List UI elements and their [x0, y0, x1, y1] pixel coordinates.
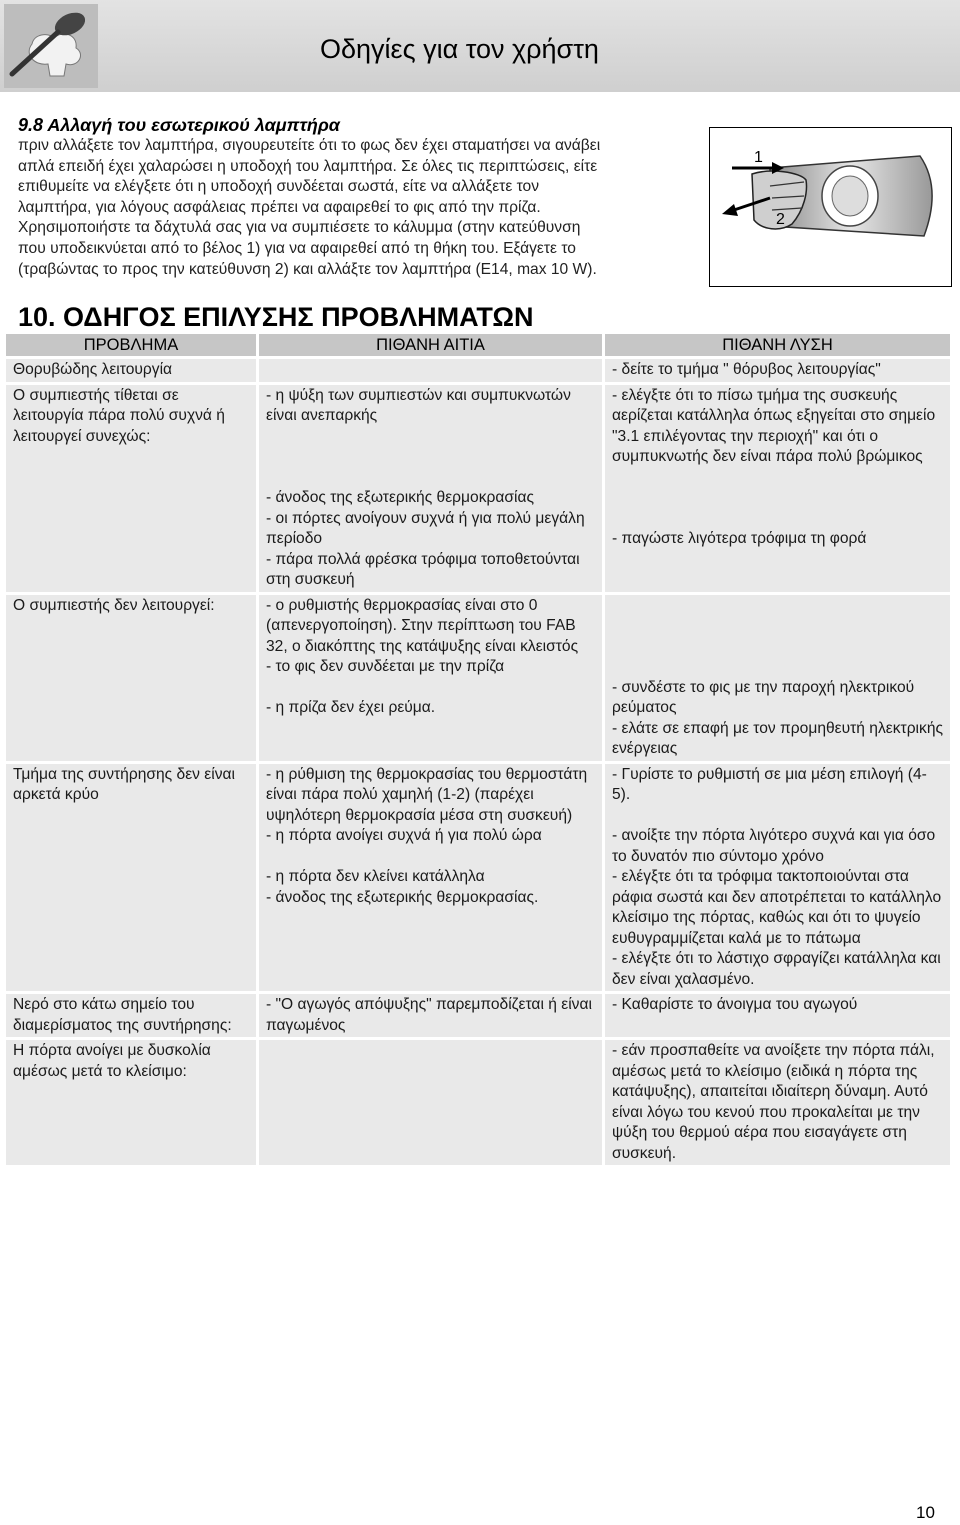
- cause-cell: [259, 595, 602, 761]
- problem-cell: Η πόρτα ανοίγει με δυσκολία αμέσως μετά το κλείσιμο:: [6, 1040, 256, 1165]
- cause-cell: - "Ο αγωγός απόψυξης" παρεμποδίζεται ή είναι παγωμένος: [259, 994, 602, 1037]
- solution-text: - ελέγξτε ότι το πίσω τμήμα της συσκευής αερίζεται κατάλληλα όπως εξηγείται στο σημείο "3.1 επιλέγοντας την περιοχή" και ότι ο συμπυκνωτής δεν είναι πάρα πολύ βρώμικος: [612, 386, 936, 465]
- cause-cell: [259, 1040, 602, 1165]
- solution-text: - ανοίξτε την πόρτα λιγότερο συχνά και για όσο το δυνατόν πιο σύντομο χρόνο: [612, 827, 936, 865]
- problem-cell: Νερό στο κάτω σημείο του διαμερίσματος της συντήρησης:: [6, 994, 256, 1037]
- cause-text: - η ψύξη των συμπιεστών και συμπυκνωτών είναι ανεπαρκής: [266, 386, 571, 424]
- table-row: [6, 764, 950, 992]
- body-line: λαμπτήρα, για λόγους ασφάλειας πρέπει να αφαιρεθεί το φις από την πρίζα.: [18, 198, 541, 216]
- solution-text: - ελέγξτε ότι το λάστιχο σφραγίζει κατάλληλα και δεν είναι χαλασμένο.: [612, 950, 941, 988]
- section-heading-9-8: [18, 115, 340, 136]
- table-row: [6, 1040, 950, 1165]
- body-line: πριν αλλάξετε τον λαμπτήρα, σιγουρευτείτε ότι το φως δεν έχει σταματήσει να ανάβει: [18, 137, 601, 154]
- table-header-row: [6, 334, 950, 356]
- solution-cell: [605, 595, 950, 761]
- chef-spoon-logo: [4, 4, 98, 88]
- solution-cell: [605, 764, 950, 992]
- solution-cell: [605, 385, 950, 592]
- cause-text: - το φις δεν συνδέεται με την πρίζα: [266, 658, 505, 675]
- page-number: 10: [916, 1503, 935, 1522]
- cause-text: - ο ρυθμιστής θερμοκρασίας είναι στο 0 (απενεργοποίηση). Στην περίπτωση του FAB 32, ο διακόπτης της κατάψυξης είναι κλειστός: [266, 596, 579, 655]
- cause-cell: [259, 385, 602, 592]
- cause-text: - πάρα πολλά φρέσκα τρόφιμα τοποθετούνται στη συσκευή: [266, 550, 580, 588]
- cause-text: - η πρίζα δεν έχει ρεύμα.: [266, 699, 436, 716]
- troubleshooting-table: [3, 331, 953, 1168]
- problem-cell: Ο συμπιεστής τίθεται σε λειτουργία πάρα πολύ συχνά ή λειτουργεί συνεχώς:: [6, 385, 256, 592]
- cause-text: - η πόρτα ανοίγει συχνά ή για πολύ ώρα: [266, 827, 542, 844]
- solution-cell: - εάν προσπαθείτε να ανοίξετε την πόρτα πάλι, αμέσως μετά το κλείσιμο (ειδικά η πόρτα της κατάψυξης), απαιτείται ιδιαίτερη δύναμη. Αυτό είναι λόγω του κενού που προκαλείται με την ψύξη του θερμού αέρα που εισαγάγετε στη συσκευή.: [605, 1040, 950, 1165]
- lamp-cover-illustration: [709, 127, 952, 287]
- body-line: (τραβώντας το προς την κατεύθυνση 2) και αλλάξτε τον λαμπτήρα (E14, max 10 W).: [18, 260, 597, 278]
- problem-cell: Ο συμπιεστής δεν λειτουργεί:: [6, 595, 256, 761]
- body-line: απλά επειδή έχει χαλαρώσει η υποδοχή του λαμπτήρα. Σε όλες τις περιπτώσεις, είτε: [18, 157, 598, 175]
- column-header-cause: ΠΙΘΑΝΗ ΑΙΤΙΑ: [259, 334, 602, 356]
- solution-text: - παγώστε λιγότερα τρόφιμα τη φορά: [612, 530, 867, 547]
- column-header-solution: ΠΙΘΑΝΗ ΛΥΣΗ: [605, 334, 950, 356]
- body-line: Χρησιμοποιήστε τα δάχτυλά σας για να συμπιέσετε το κάλυμμα (στην κατεύθυνση: [18, 219, 581, 237]
- cause-text: - οι πόρτες ανοίγουν συχνά ή για πολύ μεγάλη περίοδο: [266, 509, 585, 547]
- body-line: που υποδεικνύεται από το βέλος 1) για να αφαιρεθεί από τη θήκη του. Εξάγετε το: [18, 239, 576, 257]
- figure-label-2: 2: [776, 211, 785, 228]
- table-row: [6, 595, 950, 761]
- figure-label-1: 1: [754, 149, 763, 166]
- table-row: [6, 994, 950, 1037]
- page-title: Οδηγίες για τον χρήστη: [320, 34, 599, 64]
- section-9-8-body: [18, 136, 688, 280]
- cause-text: - η πόρτα δεν κλείνει κατάλληλα: [266, 868, 485, 885]
- table-row: [6, 385, 950, 592]
- solution-text: - ελέγξτε ότι τα τρόφιμα τακτοποιούνται στα ράφια σωστά και δεν αποτρέπεται το κατάλληλο κλείσιμο της πόρτας, καθώς και ότι το ψυγείο ευθυγραμμίζεται καλά με το πάτωμα: [612, 868, 942, 947]
- cause-text: - άνοδος της εξωτερικής θερμοκρασίας.: [266, 888, 539, 906]
- solution-cell: - δείτε το τμήμα " θόρυβος λειτουργίας": [605, 359, 950, 382]
- column-header-problem: ΠΡΟΒΛΗΜΑ: [6, 334, 256, 356]
- cause-cell: [259, 359, 602, 382]
- problem-cell: Θορυβώδης λειτουργία: [6, 359, 256, 382]
- body-line: επιθυμείτε να ελέγξετε ότι η υποδοχή συνδέεται σωστά, είτε να αλλάξετε τον: [18, 178, 540, 196]
- solution-text: - συνδέστε το φις με την παροχή ηλεκτρικού ρεύματος: [612, 678, 915, 716]
- section-number: 9.8: [18, 115, 44, 135]
- section-title-text: Αλλαγή του εσωτερικού λαμπτήρα: [47, 115, 340, 135]
- solution-text: - ελάτε σε επαφή με τον προμηθευτή ηλεκτρικής ενέργειας: [612, 719, 944, 757]
- cause-cell: [259, 764, 602, 992]
- cause-text: - άνοδος της εξωτερικής θερμοκρασίας: [266, 489, 534, 506]
- cause-text: - η ρύθμιση της θερμοκρασίας του θερμοστάτη είναι πάρα πολύ χαμηλή (1-2) (παρέχει υψηλότερη θερμοκρασία μέσα στη συσκευή): [266, 765, 588, 824]
- problem-cell: Τμήμα της συντήρησης δεν είναι αρκετά κρύο: [6, 764, 256, 992]
- troubleshooting-heading: 10. ΟΔΗΓΟΣ ΕΠΙΛΥΣΗΣ ΠΡΟΒΛΗΜΑΤΩΝ: [18, 302, 534, 332]
- solution-cell: - Καθαρίστε το άνοιγμα του αγωγού: [605, 994, 950, 1037]
- solution-text: - Γυρίστε το ρυθμιστή σε μια μέση επιλογή (4-5).: [612, 765, 927, 803]
- table-row: [6, 359, 950, 382]
